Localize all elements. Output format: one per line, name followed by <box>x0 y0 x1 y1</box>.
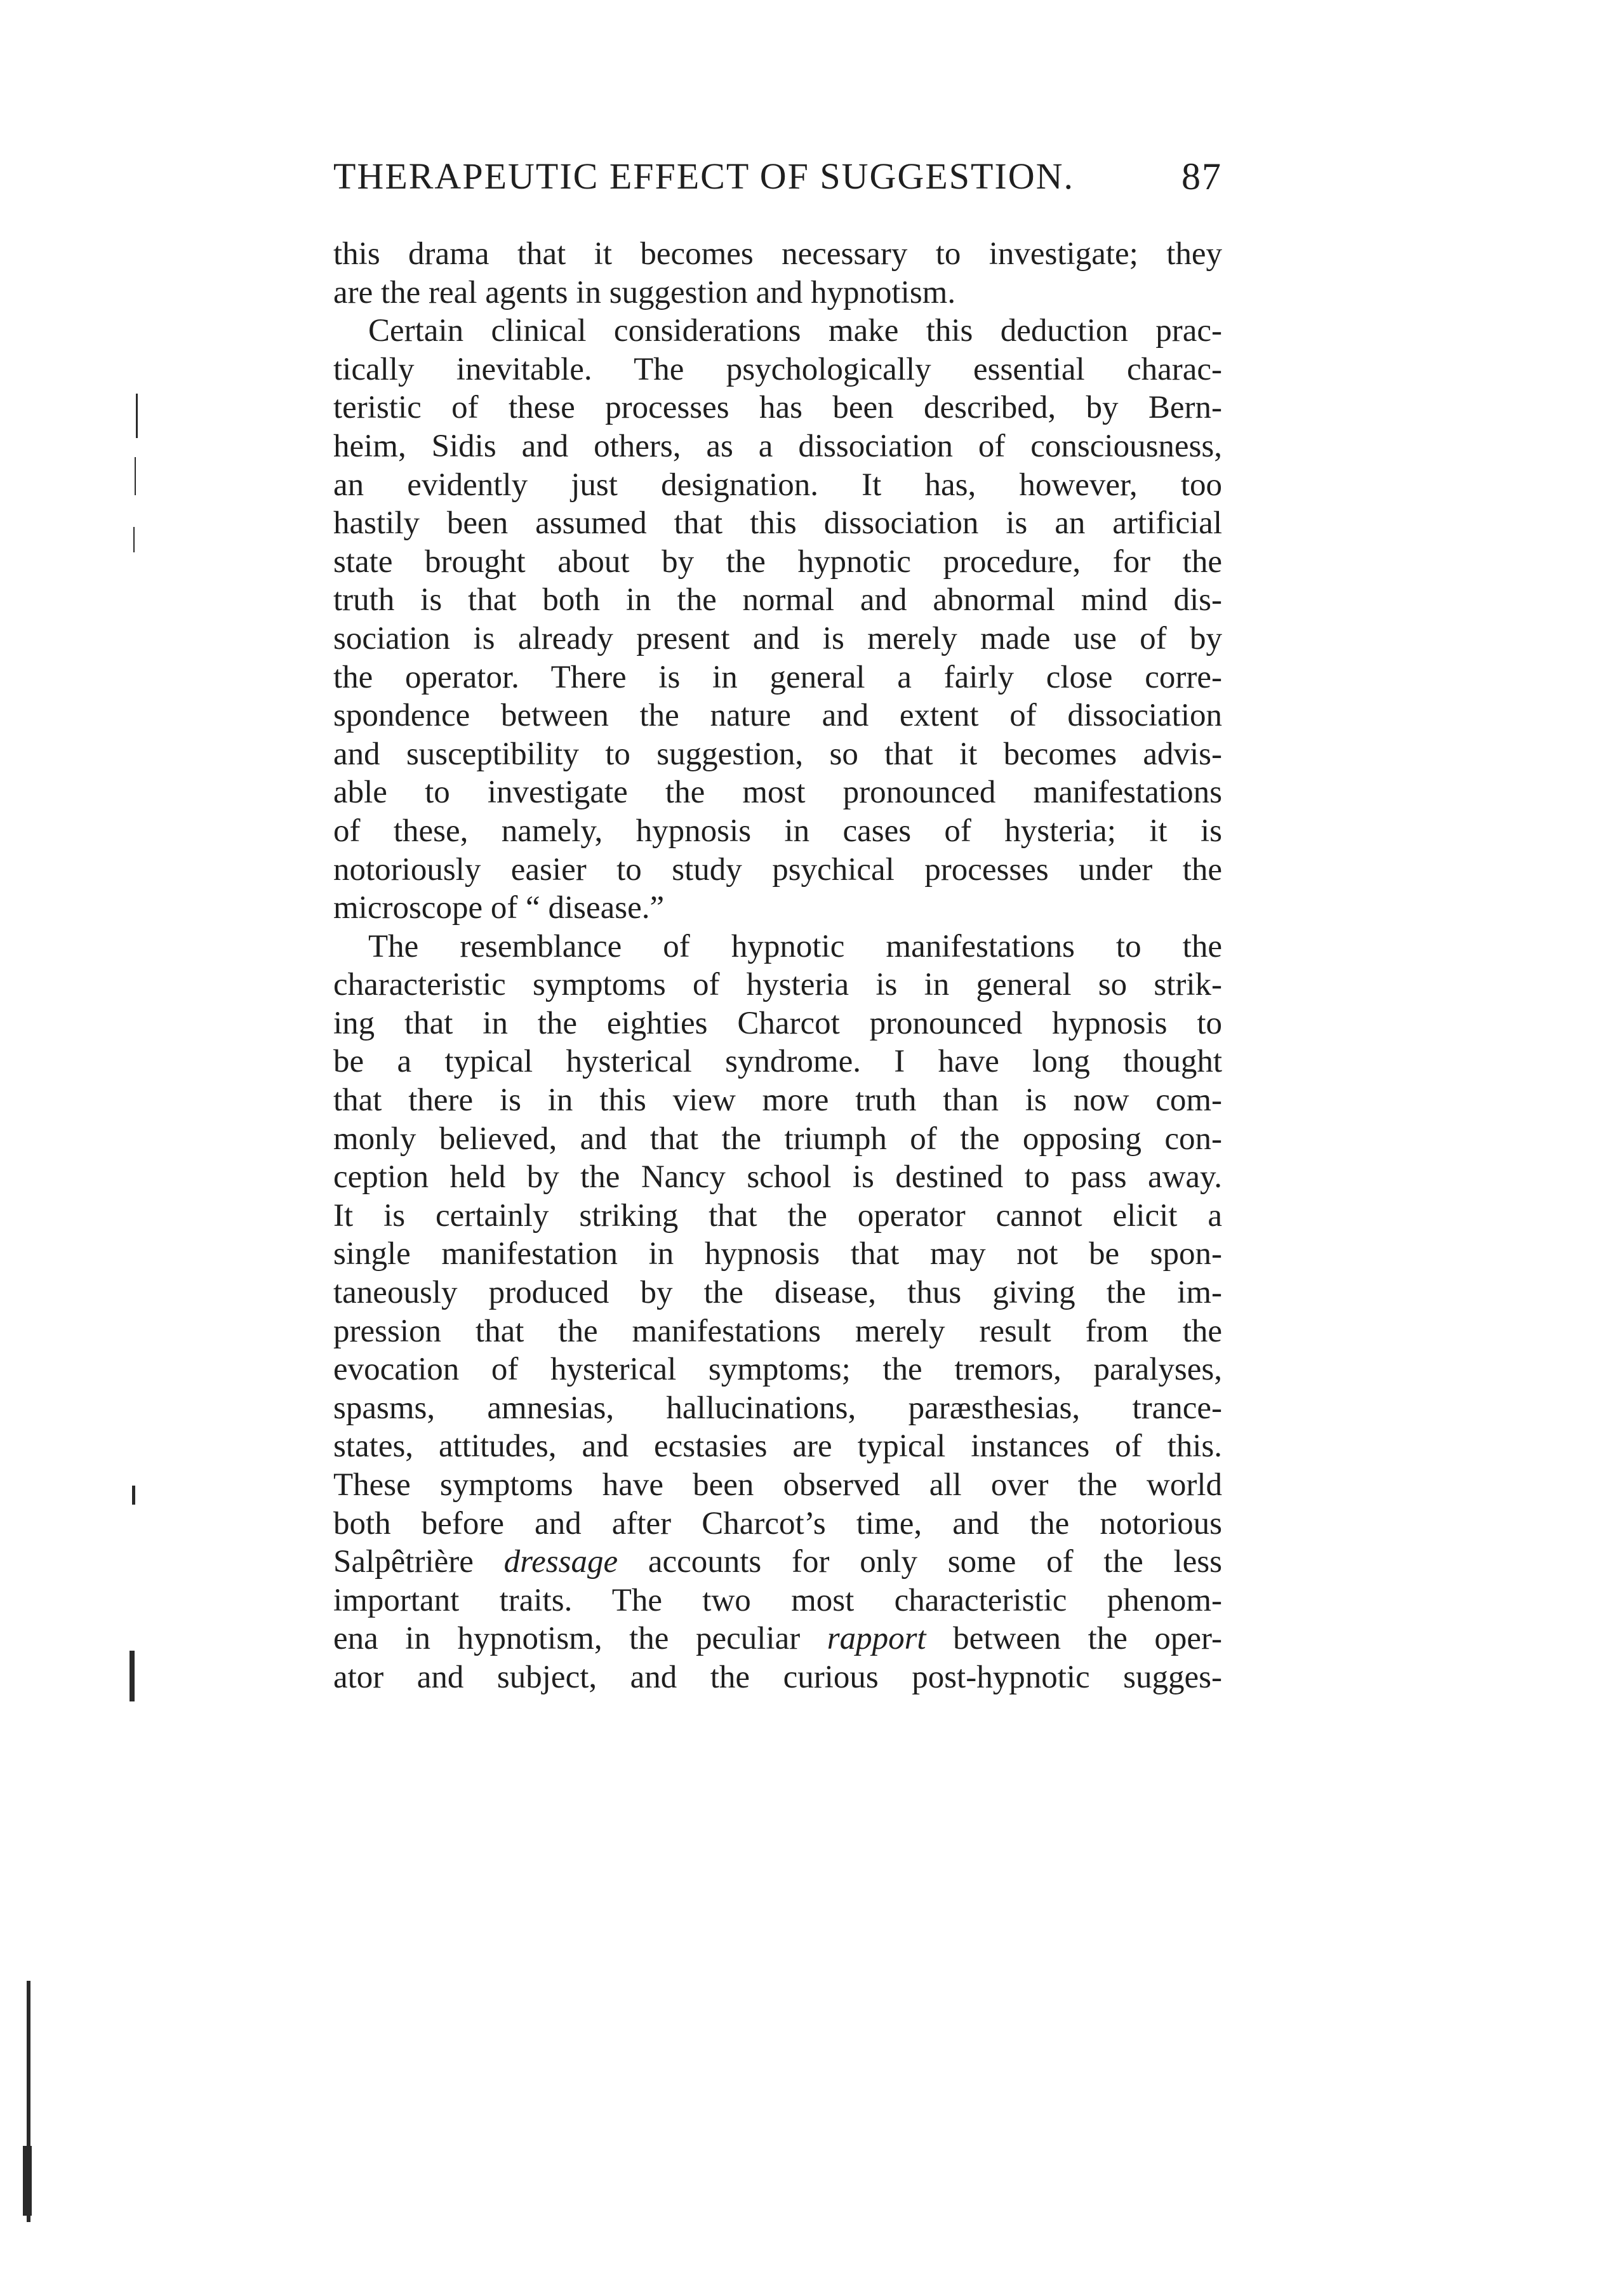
body-text <box>333 235 1222 1697</box>
text-line: characteristic symptoms of hysteria is in general so strik- <box>333 967 1222 1003</box>
text-line: both before and after Charcot’s time, and the notorious <box>333 1505 1222 1541</box>
text-line: ator and subject, and the curious post-hypnotic sugges- <box>333 1659 1222 1695</box>
scan-artifact <box>23 2146 32 2216</box>
text-line: state brought about by the hypnotic procedure, for the <box>333 543 1222 580</box>
text-line: ena in hypnotism, the peculiar rapport between the oper- <box>333 1621 1222 1657</box>
running-title: THERAPEUTIC EFFECT OF SUGGESTION. <box>333 156 1075 197</box>
text-line: are the real agents in suggestion and hypnotism. <box>333 274 956 310</box>
text-line: tically inevitable. The psychologically essential charac- <box>333 351 1222 387</box>
text-line: sociation is already present and is merely made use of by <box>333 620 1222 656</box>
text-line: microscope of “ disease.” <box>333 890 665 926</box>
italic-term: dressage <box>503 1544 618 1580</box>
scan-artifact <box>135 457 136 495</box>
scan-artifact <box>130 1651 135 1701</box>
text-line: hastily been assumed that this dissociation is an artificial <box>333 505 1222 542</box>
italic-term: rapport <box>827 1621 926 1657</box>
text-line: the operator. There is in general a fairly close corre- <box>333 659 1222 695</box>
text-line: able to investigate the most pronounced manifestations <box>333 775 1222 811</box>
page-number: 87 <box>1181 156 1222 197</box>
text-line: Salpêtrière dressage accounts for only some of the less <box>333 1544 1222 1580</box>
scan-artifact <box>136 394 138 438</box>
text-line: be a typical hysterical syndrome. I have long thought <box>333 1044 1222 1080</box>
text-line: monly believed, and that the triumph of the opposing con- <box>333 1121 1222 1157</box>
text-line: ing that in the eighties Charcot pronounced hypnosis to <box>333 1005 1222 1041</box>
text-line: The resemblance of hypnotic manifestations to the <box>368 928 1222 964</box>
text-line: spondence between the nature and extent of dissociation <box>333 698 1222 734</box>
text-line: teristic of these processes has been described, by Bern- <box>333 390 1222 426</box>
scan-artifact <box>133 527 135 552</box>
text-line: an evidently just designation. It has, however, too <box>333 467 1222 503</box>
text-line: ception held by the Nancy school is destined to pass away. <box>333 1159 1222 1195</box>
text-line: pression that the manifestations merely result from the <box>333 1313 1222 1349</box>
text-line: These symptoms have been observed all over the world <box>333 1467 1222 1503</box>
text-line: evocation of hysterical symptoms; the tremors, paralyses, <box>333 1352 1222 1388</box>
text-line: this drama that it becomes necessary to investigate; they <box>333 236 1222 272</box>
text-line: heim, Sidis and others, as a dissociation of consciousness, <box>333 428 1222 464</box>
scan-artifact <box>132 1486 135 1505</box>
running-head <box>333 151 1222 202</box>
text-line: It is certainly striking that the operator cannot elicit a <box>333 1197 1222 1234</box>
text-line: Certain clinical considerations make this deduction prac- <box>368 313 1222 349</box>
text-line: single manifestation in hypnosis that may not be spon- <box>333 1236 1222 1272</box>
text-line: and susceptibility to suggestion, so that it becomes advis- <box>333 736 1222 772</box>
text-line: spasms, amnesias, hallucinations, paræsthesias, trance- <box>333 1390 1222 1426</box>
text-line: that there is in this view more truth than is now com- <box>333 1082 1222 1119</box>
text-line: truth is that both in the normal and abnormal mind dis- <box>333 582 1222 618</box>
text-line: important traits. The two most characteristic phenom- <box>333 1582 1222 1618</box>
text-line: states, attitudes, and ecstasies are typical instances of this. <box>333 1428 1222 1465</box>
text-line: notoriously easier to study psychical processes under the <box>333 851 1222 888</box>
text-line: taneously produced by the disease, thus giving the im- <box>333 1275 1222 1311</box>
text-line: of these, namely, hypnosis in cases of hysteria; it is <box>333 813 1222 849</box>
